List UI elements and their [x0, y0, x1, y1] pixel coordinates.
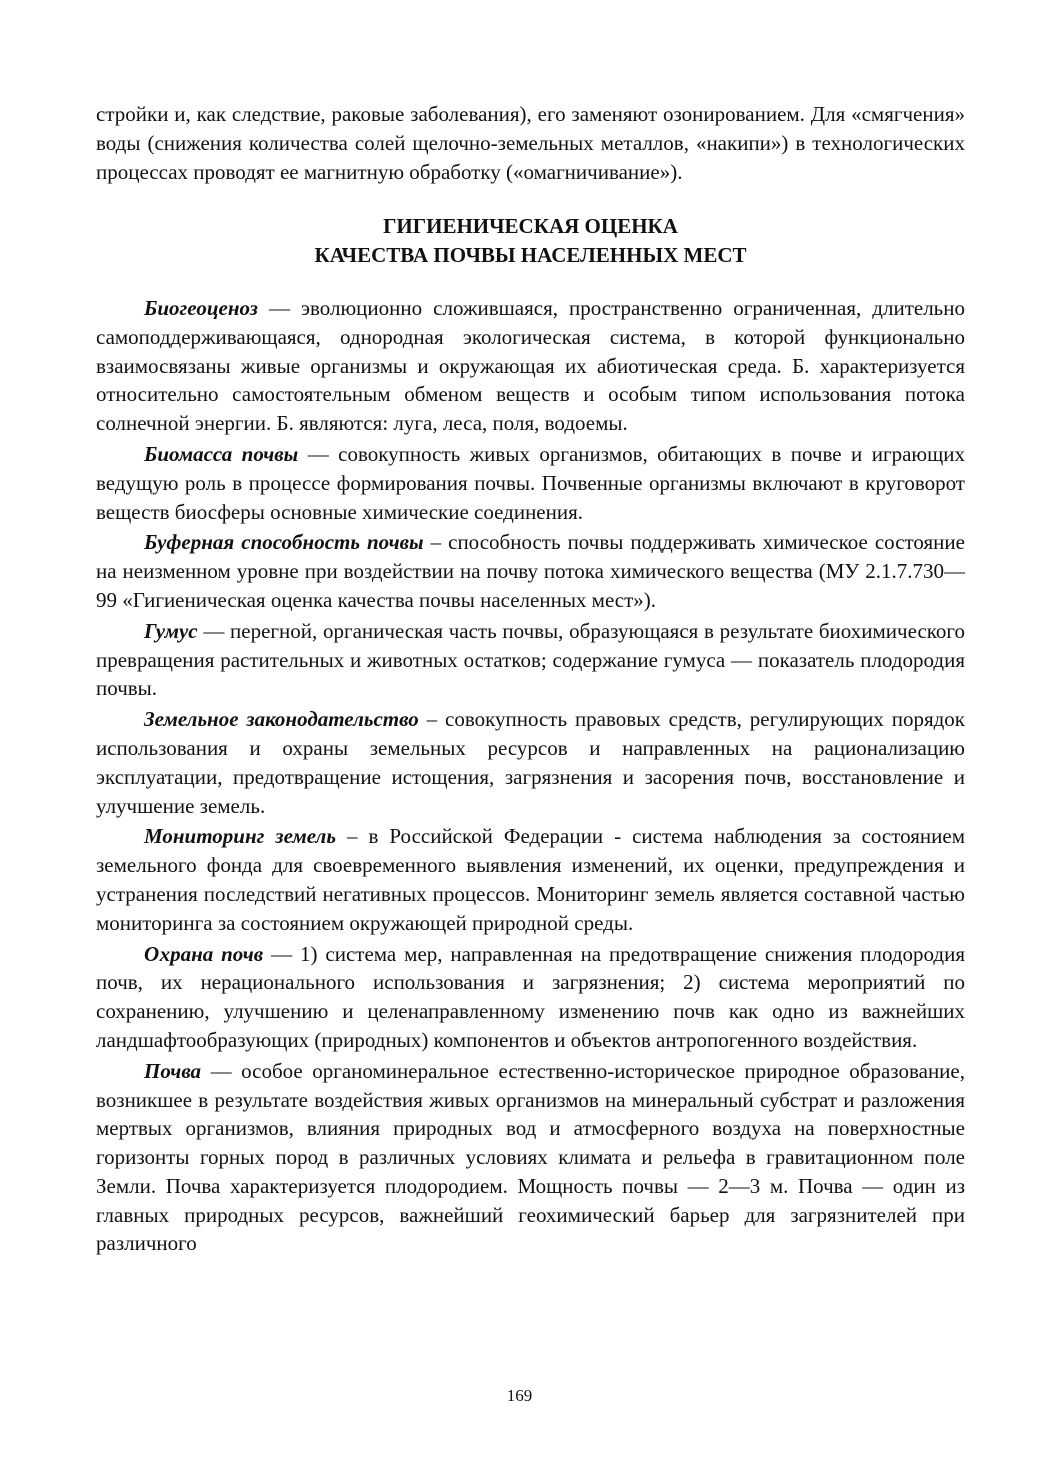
section-heading-line-2: КАЧЕСТВА ПОЧВЫ НАСЕЛЕННЫХ МЕСТ [314, 243, 747, 268]
definition-term: Мониторинг земель [144, 824, 336, 849]
definition-term: Охрана почв [144, 941, 264, 966]
definition-paragraph [96, 940, 965, 1055]
definition-paragraph [96, 705, 965, 820]
definition-text: — особое органоминеральное естественно-историческое природное образование, возникшее в результате воздействия живых организмов на минеральный субстрат и разложения мертвых организмов, влияния природных вод и атмосферного воздуха на поверхностные горизонты горных пород в различных условиях климата и рельефа в гравитационном поле Земли. Почва характеризуется плодородием. Мощность почвы — 2—3 м. Почва — один из главных природных ресурсов, важнейший геохимический барьер для загрязнителей при различного [96, 1058, 965, 1256]
definition-paragraph [96, 1057, 965, 1259]
definition-term: Биомасса почвы [144, 441, 299, 466]
definition-paragraph [96, 440, 965, 526]
definition-paragraph [96, 822, 965, 937]
section-heading-line-1: ГИГИЕНИЧЕСКАЯ ОЦЕНКА [383, 214, 678, 239]
section-heading [96, 212, 965, 270]
definition-term: Биогеоценоз [144, 295, 258, 320]
definition-text: — перегной, органическая часть почвы, образующаяся в результате биохимического превращения растительных и животных остатков; содержание гумуса — показатель плодородия почвы. [96, 618, 965, 701]
definition-term: Земельное законодательство [144, 707, 419, 732]
definition-term: Почва [144, 1058, 202, 1083]
page-body [96, 100, 965, 1258]
definition-text: — 1) система мер, направленная на предотвращение снижения плодородия почв, их нерационального использования и загрязнения; 2) система мероприятий по сохранению, улучшению и целенаправленному изменению почв как одно из важнейших ландшафтообразующих (природных) компонентов и объектов антропогенного воздействия. [96, 941, 966, 1052]
definition-paragraph [96, 528, 965, 614]
page-number: 169 [506, 1386, 533, 1405]
definition-text: — эволюционно сложившаяся, пространственно ограниченная, длительно самоподдерживающаяся, однородная экологическая система, в которой функционально взаимосвязаны живые организмы и окружающая их абиотическая среда. Б. характеризуется относительно самостоятельным обменом веществ и особым типом использования потока солнечной энергии. Б. являются: луга, леса, поля, водоемы. [96, 295, 965, 436]
definition-term: Буферная способность почвы [144, 530, 424, 555]
definition-text: – в Российской Федерации - система наблюдения за состоянием земельного фонда для своевременного выявления изменений, их оценки, предупреждения и устранения последствий негативных процессов. Мониторинг земель является составной частью мониторинга за состоянием окружающей природной среды. [96, 824, 965, 935]
definition-paragraph [96, 617, 965, 703]
definition-term: Гумус [144, 618, 198, 643]
intro-paragraph: стройки и, как следствие, раковые заболевания), его заменяют озонированием. Для «смягчения» воды (снижения количества солей щелочно-земельных металлов, «накипи») в технологических процессах проводят ее магнитную обработку («омагничивание»). [96, 102, 965, 184]
definition-text: — совокупность живых организмов, обитающих в почве и играющих ведущую роль в процессе формирования почвы. Почвенные организмы включают в круговорот веществ биосферы основные химические соединения. [96, 441, 965, 524]
definition-text: – совокупность правовых средств, регулирующих порядок использования и охраны земельных ресурсов и направленных на рационализацию эксплуатации, предотвращение истощения, загрязнения и засорения почв, восстановление и улучшение земель. [96, 707, 965, 818]
definition-text: – способность почвы поддерживать химическое состояние на неизменном уровне при воздействии на почву потока химического вещества (МУ 2.1.7.730—99 «Гигиеническая оценка качества почвы населенных мест»). [96, 530, 965, 612]
definition-paragraph [96, 294, 965, 438]
